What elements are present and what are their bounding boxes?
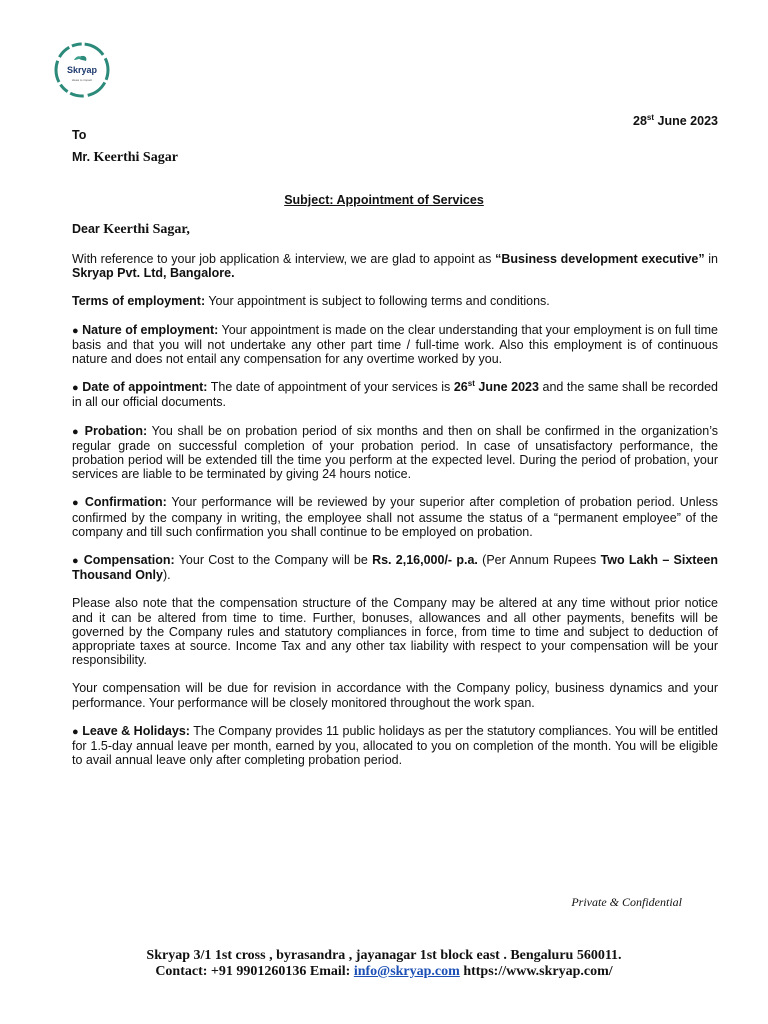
bullet-icon: ● (72, 324, 79, 337)
leave-paragraph: ● Leave & Holidays: The Company provides 11 public holidays as per the statutory compliances. You will be entitled for 1.5-day annual leave per month, earned by you, allocated to you on completion of the month. You will be eligible to avail annual leave only after completing probation period. (72, 723, 719, 768)
intro-paragraph: With reference to your job application & interview, we are glad to appoint as “Business development executive” in Skryap Pvt. Ltd, Bangalore. (72, 252, 719, 281)
recipient-name: Keerthi Sagar (93, 150, 178, 165)
probation-paragraph: ● Probation: You shall be on probation period of six months and then on shall be confirmed in the organization’s regular grade on successful completion of your probation period. In case of unsatisfactory performance, the probation period will be extended till the time you perform at the expected level. During the period of probation, your services are liable to be terminated by giving 24 hours notice. (72, 423, 718, 482)
bullet-icon: ● (72, 555, 80, 568)
footer-contact: Contact: +91 9901260136 Email: info@skryap.com https://www.skryap.com/ (155, 964, 613, 979)
bullet-icon: ● (72, 382, 79, 395)
compensation-paragraph: ● Compensation: Your Cost to the Company will be Rs. 2,16,000/- p.a. (Per Annum Rupees Two Lakh – Sixteen Thousand Only). (72, 553, 719, 583)
compensation-structure-paragraph: Please also note that the compensation structure of the Company may be altered at any time without prior notice and it can be altered from time to time. Further, bonuses, allowances and all other payments, benefits will be governed by the Company rules and statutory compliances in force, from time to time and subject to deduction of appropriate taxes at source. Income Tax and any other tax liability with respect to your compensation will be your responsibility. (72, 596, 718, 668)
to-label: To (72, 128, 87, 142)
salutation: Dear Keerthi Sagar, (72, 222, 190, 237)
subject-line: Subject: Appointment of Services (284, 193, 484, 207)
email-link[interactable]: info@skryap.com (353, 964, 460, 979)
letter-date: 28st June 2023 (633, 113, 718, 129)
confidential-note: Private & Confidential (571, 895, 682, 909)
logo-text: Skryap (66, 65, 98, 75)
letter-body (72, 252, 718, 781)
terms-paragraph: Terms of employment: Your appointment is subject to following terms and conditions. (72, 294, 550, 309)
letter-footer (0, 948, 768, 980)
bullet-icon: ● (72, 425, 80, 438)
logo-tagline: ideas to impact (71, 78, 93, 82)
bullet-icon: ● (72, 497, 80, 510)
confirmation-paragraph: ● Confirmation: Your performance will be reviewed by your superior after completion of probation period. Unless confirmed by the company in writing, the employee shall not assume the status of a “permanent employee” of the company and till such confirmation you shall continue to be employed on probation. (72, 495, 718, 539)
recipient: Mr. Keerthi Sagar (72, 150, 178, 165)
bullet-icon: ● (72, 725, 79, 738)
appointment-paragraph: ● Date of appointment: The date of appointment of your services is 26st June 2023 and the same shall be recorded in all our official documents. (72, 379, 718, 410)
revision-paragraph: Your compensation will be due for revision in accordance with the Company policy, business dynamics and your performance. Your performance will be closely monitored throughout the work span. (72, 681, 718, 710)
company-logo (52, 40, 112, 100)
footer-address: Skryap 3/1 1st cross , byrasandra , jayanagar 1st block east . Bengaluru 560011. (146, 948, 622, 963)
nature-paragraph: ● Nature of employment: Your appointment is made on the clear understanding that your employment is on full time basis and that you will not undertake any other part time / full-time work. Also this employment is of continuous nature and does not entail any compensation for any overtime worked by you. (72, 322, 718, 367)
